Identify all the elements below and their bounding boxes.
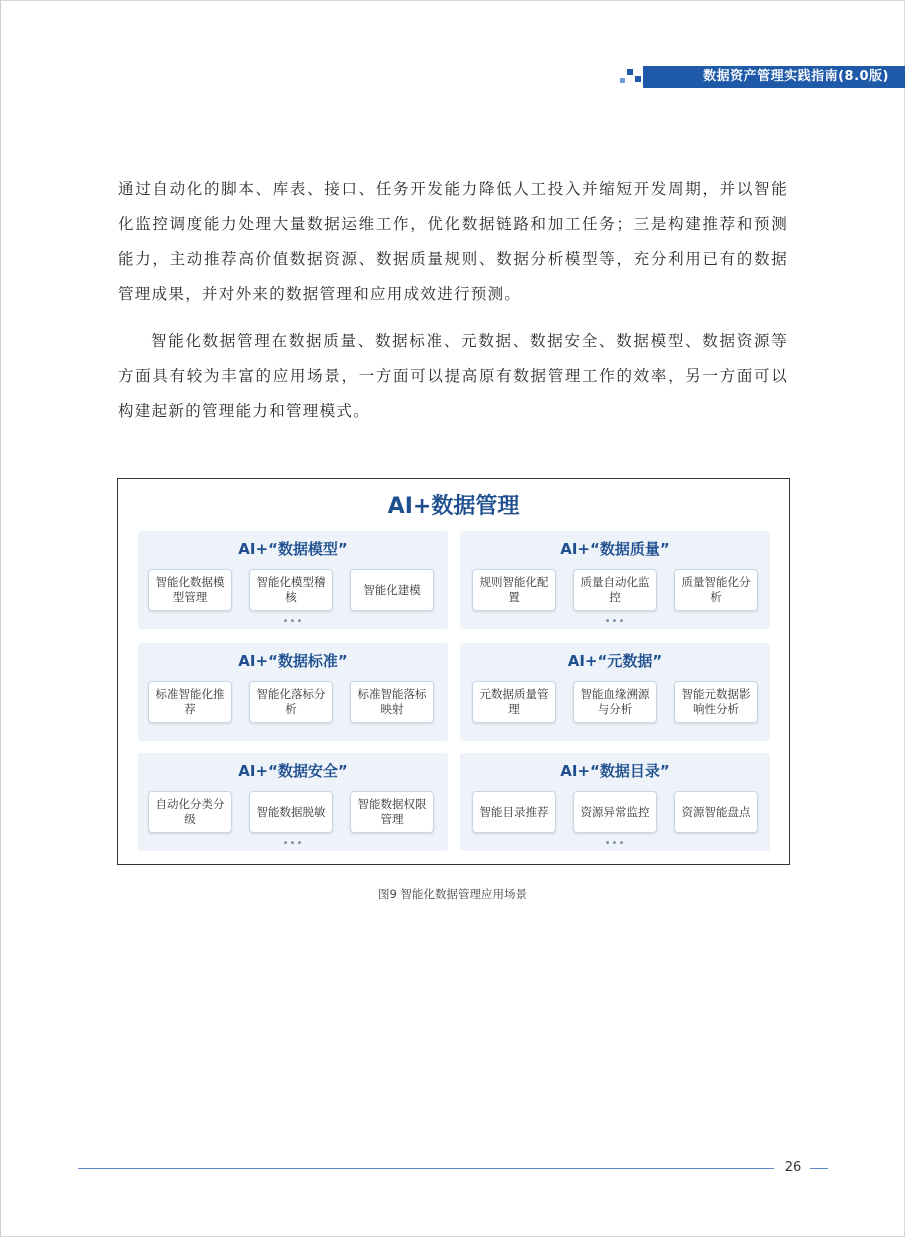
scenario-box: 标准智能化推荐 — [148, 681, 232, 723]
panel-title: AI+“数据安全” — [238, 762, 348, 780]
more-dots: ••• — [604, 838, 626, 849]
more-dots: ••• — [282, 616, 304, 627]
scenario-box: 智能化数据模型管理 — [148, 569, 232, 611]
panel-data-catalog — [460, 753, 770, 851]
footer-rule — [78, 1168, 774, 1169]
panel-title: AI+“数据模型” — [238, 540, 348, 558]
figure-title: AI+数据管理 — [387, 494, 520, 519]
scenario-box: 资源异常监控 — [573, 791, 657, 833]
scenario-box: 智能化模型稽核 — [249, 569, 333, 611]
panel-data-security — [138, 753, 448, 851]
panel-title: AI+“数据目录” — [560, 762, 670, 780]
scenario-box: 自动化分类分级 — [148, 791, 232, 833]
scenario-box: 智能数据权限管理 — [350, 791, 434, 833]
panel-data-standard — [138, 643, 448, 741]
figure-caption: 图9 智能化数据管理应用场景 — [378, 887, 527, 901]
footer-rule-right — [810, 1168, 828, 1169]
scenario-box: 智能目录推荐 — [472, 791, 556, 833]
panel-metadata — [460, 643, 770, 741]
scenario-box: 质量智能化分析 — [674, 569, 758, 611]
scenario-box: 智能化落标分析 — [249, 681, 333, 723]
body-paragraph-2: 智能化数据管理在数据质量、数据标准、元数据、数据安全、数据模型、数据资源等方面具有较为丰富的应用场景，一方面可以提高原有数据管理工作的效率，另一方面可以构建起新的管理能力和管理模式。 — [118, 332, 788, 420]
panel-title: AI+“数据标准” — [238, 652, 348, 670]
scenario-box: 智能血缘溯源与分析 — [573, 681, 657, 723]
figure-ai-data-management — [117, 478, 790, 865]
scenario-box: 资源智能盘点 — [674, 791, 758, 833]
panel-data-model — [138, 531, 448, 629]
more-dots: ••• — [604, 616, 626, 627]
panel-data-quality — [460, 531, 770, 629]
scenario-box: 规则智能化配置 — [472, 569, 556, 611]
header-title: 数据资产管理实践指南(8.0版) — [703, 69, 889, 84]
scenario-box: 元数据质量管理 — [472, 681, 556, 723]
scenario-box: 质量自动化监控 — [573, 569, 657, 611]
panel-title: AI+“元数据” — [567, 652, 663, 670]
page-number: 26 — [784, 1160, 802, 1175]
scenario-box: 标准智能落标映射 — [350, 681, 434, 723]
scenario-box: 智能数据脱敏 — [249, 791, 333, 833]
more-dots: ••• — [282, 838, 304, 849]
scenario-box: 智能化建模 — [350, 569, 434, 611]
page-header — [615, 66, 905, 88]
body-paragraph-1: 通过自动化的脚本、库表、接口、任务开发能力降低人工投入并缩短开发周期，并以智能化监控调度能力处理大量数据运维工作，优化数据链路和加工任务；三是构建推荐和预测能力，主动推荐高价值数据资源、数据质量规则、数据分析模型等，充分利用已有的数据管理成果，并对外来的数据管理和应用成效进行预测。 — [118, 180, 788, 303]
scenario-box: 智能元数据影响性分析 — [674, 681, 758, 723]
panel-title: AI+“数据质量” — [560, 540, 670, 558]
